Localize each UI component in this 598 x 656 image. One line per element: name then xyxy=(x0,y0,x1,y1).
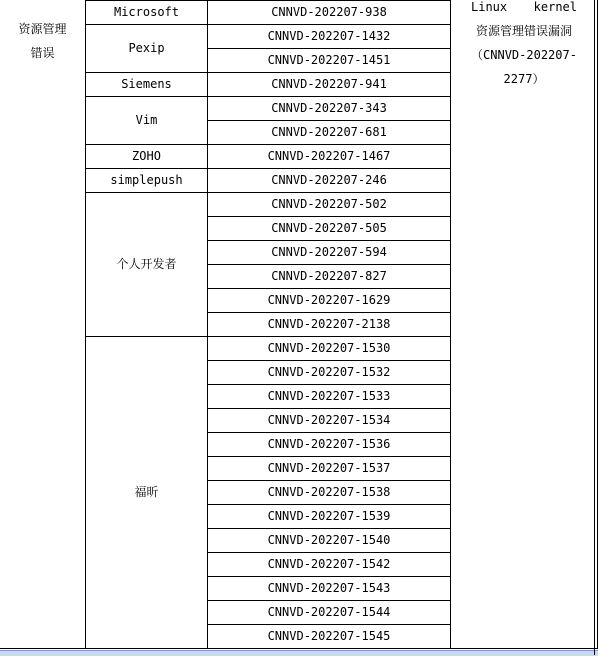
cnnvd-id-cell: CNNVD-202207-1534 xyxy=(208,409,451,433)
cnnvd-id-cell: CNNVD-202207-1542 xyxy=(208,553,451,577)
cnnvd-id-cell: CNNVD-202207-938 xyxy=(208,1,451,25)
cnnvd-id-cell: CNNVD-202207-594 xyxy=(208,241,451,265)
cnnvd-id-cell: CNNVD-202207-1537 xyxy=(208,457,451,481)
cnnvd-id-cell: CNNVD-202207-1532 xyxy=(208,361,451,385)
right-edge-line xyxy=(594,0,595,655)
cnnvd-id-cell: CNNVD-202207-502 xyxy=(208,193,451,217)
description-text: Linux kernel xyxy=(471,0,577,14)
cnnvd-id-cell: CNNVD-202207-1544 xyxy=(208,601,451,625)
cnnvd-id-cell: CNNVD-202207-1629 xyxy=(208,289,451,313)
cnnvd-id-cell: CNNVD-202207-343 xyxy=(208,97,451,121)
vendor-cell: Microsoft xyxy=(86,1,208,25)
vendor-cell: 福昕 xyxy=(86,337,208,649)
cnnvd-id-cell: CNNVD-202207-1530 xyxy=(208,337,451,361)
cnnvd-id-cell: CNNVD-202207-505 xyxy=(208,217,451,241)
vuln-type-text: 资源管理 xyxy=(18,22,67,36)
description-text: 2277） xyxy=(503,72,545,86)
vendor-cell: Vim xyxy=(86,97,208,145)
cnnvd-id-cell: CNNVD-202207-1536 xyxy=(208,433,451,457)
cnnvd-id-cell: CNNVD-202207-1533 xyxy=(208,385,451,409)
cnnvd-id-cell: CNNVD-202207-1543 xyxy=(208,577,451,601)
cnnvd-id-cell: CNNVD-202207-827 xyxy=(208,265,451,289)
cnnvd-id-cell: CNNVD-202207-1432 xyxy=(208,25,451,49)
cnnvd-id-cell: CNNVD-202207-1545 xyxy=(208,625,451,649)
description-text: （CNNVD-202207- xyxy=(471,48,577,62)
vuln-type-text: 错误 xyxy=(30,46,55,60)
description-text: 资源管理错误漏洞 xyxy=(475,24,572,38)
vendor-cell: ZOHO xyxy=(86,145,208,169)
vendor-cell: Pexip xyxy=(86,25,208,73)
cnnvd-id-cell: CNNVD-202207-2138 xyxy=(208,313,451,337)
cnnvd-id-cell: CNNVD-202207-941 xyxy=(208,73,451,97)
cnnvd-id-cell: CNNVD-202207-1467 xyxy=(208,145,451,169)
cnnvd-id-cell: CNNVD-202207-246 xyxy=(208,169,451,193)
cnnvd-id-cell: CNNVD-202207-1451 xyxy=(208,49,451,73)
vendor-cell: 个人开发者 xyxy=(86,193,208,337)
vuln-type-cell xyxy=(0,0,86,649)
cnnvd-id-cell: CNNVD-202207-1538 xyxy=(208,481,451,505)
cnnvd-id-cell: CNNVD-202207-1540 xyxy=(208,529,451,553)
vendor-cell: Siemens xyxy=(86,73,208,97)
description-cell xyxy=(451,0,598,649)
page-bottom-edge xyxy=(0,650,598,656)
vendor-cell: simplepush xyxy=(86,169,208,193)
cnnvd-id-cell: CNNVD-202207-1539 xyxy=(208,505,451,529)
cnnvd-id-cell: CNNVD-202207-681 xyxy=(208,121,451,145)
